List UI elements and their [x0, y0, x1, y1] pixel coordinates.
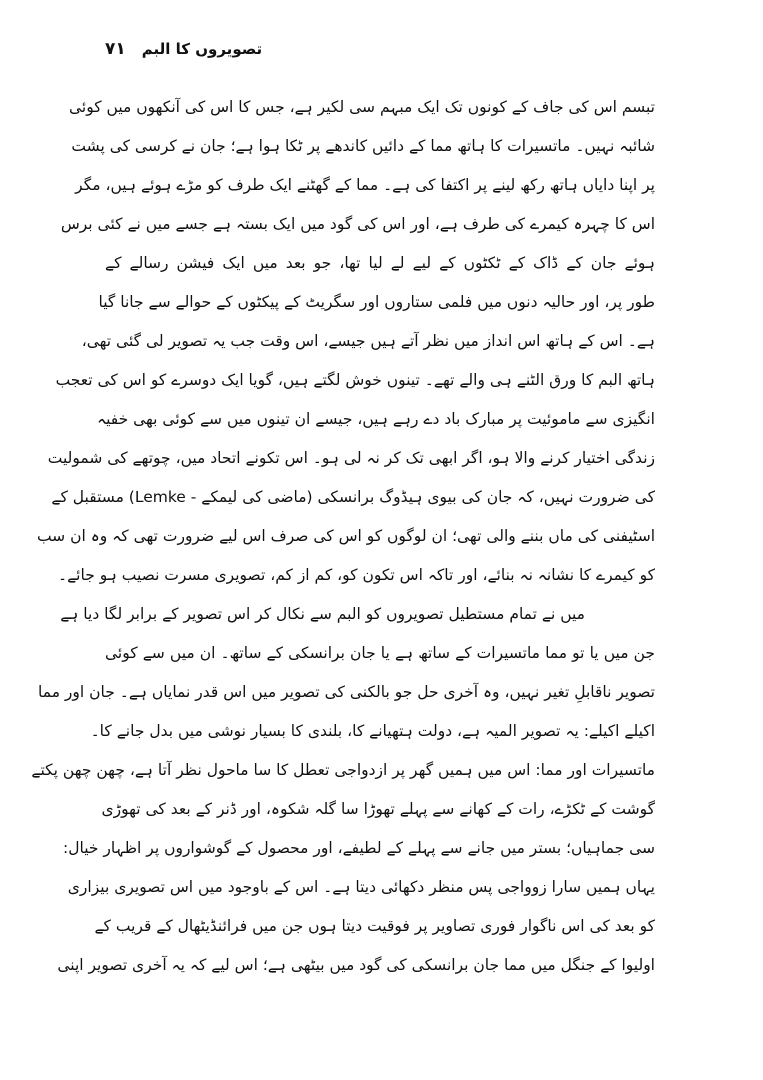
text-line: زندگی اختیار کرنے والا ہو، اگر ابھی تک کر نہ لی ہو۔ اس تکونے اتحاد میں، چوتھے کی شمولیت: [47, 449, 655, 467]
text-line: کی ضرورت نہیں، کہ جان کی بیوی ہیڈوگ برانسکی (ماضی کی لیمکے - Lemke) مستقبل کے: [51, 488, 655, 506]
text-line: گوشت کے ٹکڑے، رات کے کھانے سے پہلے تھوڑا سا گلہ شکوہ، اور ڈنر کے بعد کی تھوڑی: [101, 800, 655, 818]
text-line: اسٹیفنی کی ماں بننے والی تھی؛ ان لوگوں کو اس کی صرف اس لیے ضرورت تھی کہ وہ ان سب: [36, 527, 655, 545]
text-line: پر اپنا دایاں ہاتھ رکھ لینے پر اکتفا کی ہے۔ مما کے گھٹنے ایک طرف کو مڑے ہوئے ہیں، مگر: [75, 176, 655, 194]
text-line: ماتسیرات اور مما: اس میں ہمیں گھر پر ازدواجی تعطل کا سا ماحول نظر آتا ہے، چھن چھن پکتے: [31, 761, 655, 779]
text-line: تبسم اس کی جاف کے کونوں تک ایک مبہم سی لکیر ہے، جس کا اس کی آنکھوں میں کوئی: [69, 98, 655, 116]
text-line: ہاتھ البم کا ورق الٹنے ہی والے تھے۔ تینوں خوش لگتے ہیں، گویا ایک دوسرے کو اس کی تعجب: [55, 371, 655, 389]
text-line: طور پر، اور حالیہ دنوں میں فلمی ستاروں اور سگریٹ کے پیکٹوں کے حوالے سے جانا گیا: [98, 293, 655, 311]
text-line: اس کا چہرہ کیمرے کی طرف ہے، اور اس کی گود میں ایک بستہ ہے جسے میں نے کئی برس: [60, 215, 655, 233]
text-line: تصویر ناقابلِ تغیر نہیں، وہ آخری حل جو بالکنی کی تصویر میں اس قدر نمایاں ہے۔ جان اور مما: [38, 683, 655, 701]
text-line: سی جماہیاں؛ بستر میں جانے سے پہلے کے لطیفے، اور محصول کے گوشواروں پر اظہار خیال:: [63, 839, 655, 857]
paragraph-2: [31, 595, 655, 985]
text-line: انگیزی سے ماموئیت پر مبارک باد دے رہے ہیں، جیسے ان تینوں میں سے کوئی بھی خفیہ: [97, 410, 655, 428]
paragraph-1: [36, 88, 655, 595]
text-line: ہوئے جان کے ڈاک کے ٹکٹوں کے لیے لے لیا تھا، جو بعد میں ایک فیشن رسالے کے: [105, 254, 655, 272]
text-line: اکیلے اکیلے: یہ تصویر المیہ ہے، دولت ہتھیانے کا، بلندی کا بسیار نوشی میں بدل جانے کا۔: [90, 722, 655, 740]
page-number: ۷۱: [105, 39, 126, 59]
header-title: تصویروں کا البم: [141, 40, 263, 58]
text-line: میں نے تمام مستطیل تصویروں کو البم سے نکال کر اس تصویر کے برابر لگا دیا ہے: [60, 605, 585, 623]
text-line: کو بعد کی اس ناگوار فوری تصاویر پر فوقیت دیتا ہوں جن میں فرائنڈیٹھال کے قریب کے: [94, 917, 655, 935]
text-line: شائبہ نہیں۔ ماتسیرات کا ہاتھ مما کے دائیں کاندھے پر ٹکا ہوا ہے؛ جان نے کرسی کی پشت: [71, 137, 655, 155]
text-line: اولیوا کے جنگل میں مما جان برانسکی کی گود میں بیٹھی ہے؛ اس لیے کہ یہ آخری تصویر اپنی: [57, 956, 655, 974]
running-header: [105, 34, 625, 64]
text-line: یہاں ہمیں سارا زوواجی پس منظر دکھائی دیتا ہے۔ اس کے باوجود میں اس تصویری بیزاری: [67, 878, 655, 896]
text-line: کو کیمرے کا نشانہ نہ بنائے، اور تاکہ اس تکون کو، کم از کم، تصویری مسرت نصیب ہو جائے۔: [58, 566, 655, 584]
text-line: ہے۔ اس کے ہاتھ اس انداز میں نظر آتے ہیں جیسے، اس وقت جب یہ تصویر لی گئی تھی،: [81, 332, 655, 350]
body-text: [31, 88, 655, 1008]
text-line: جن میں یا تو مما ماتسیرات کے ساتھ ہے یا جان برانسکی کے ساتھ۔ ان میں سے کوئی: [105, 644, 655, 662]
